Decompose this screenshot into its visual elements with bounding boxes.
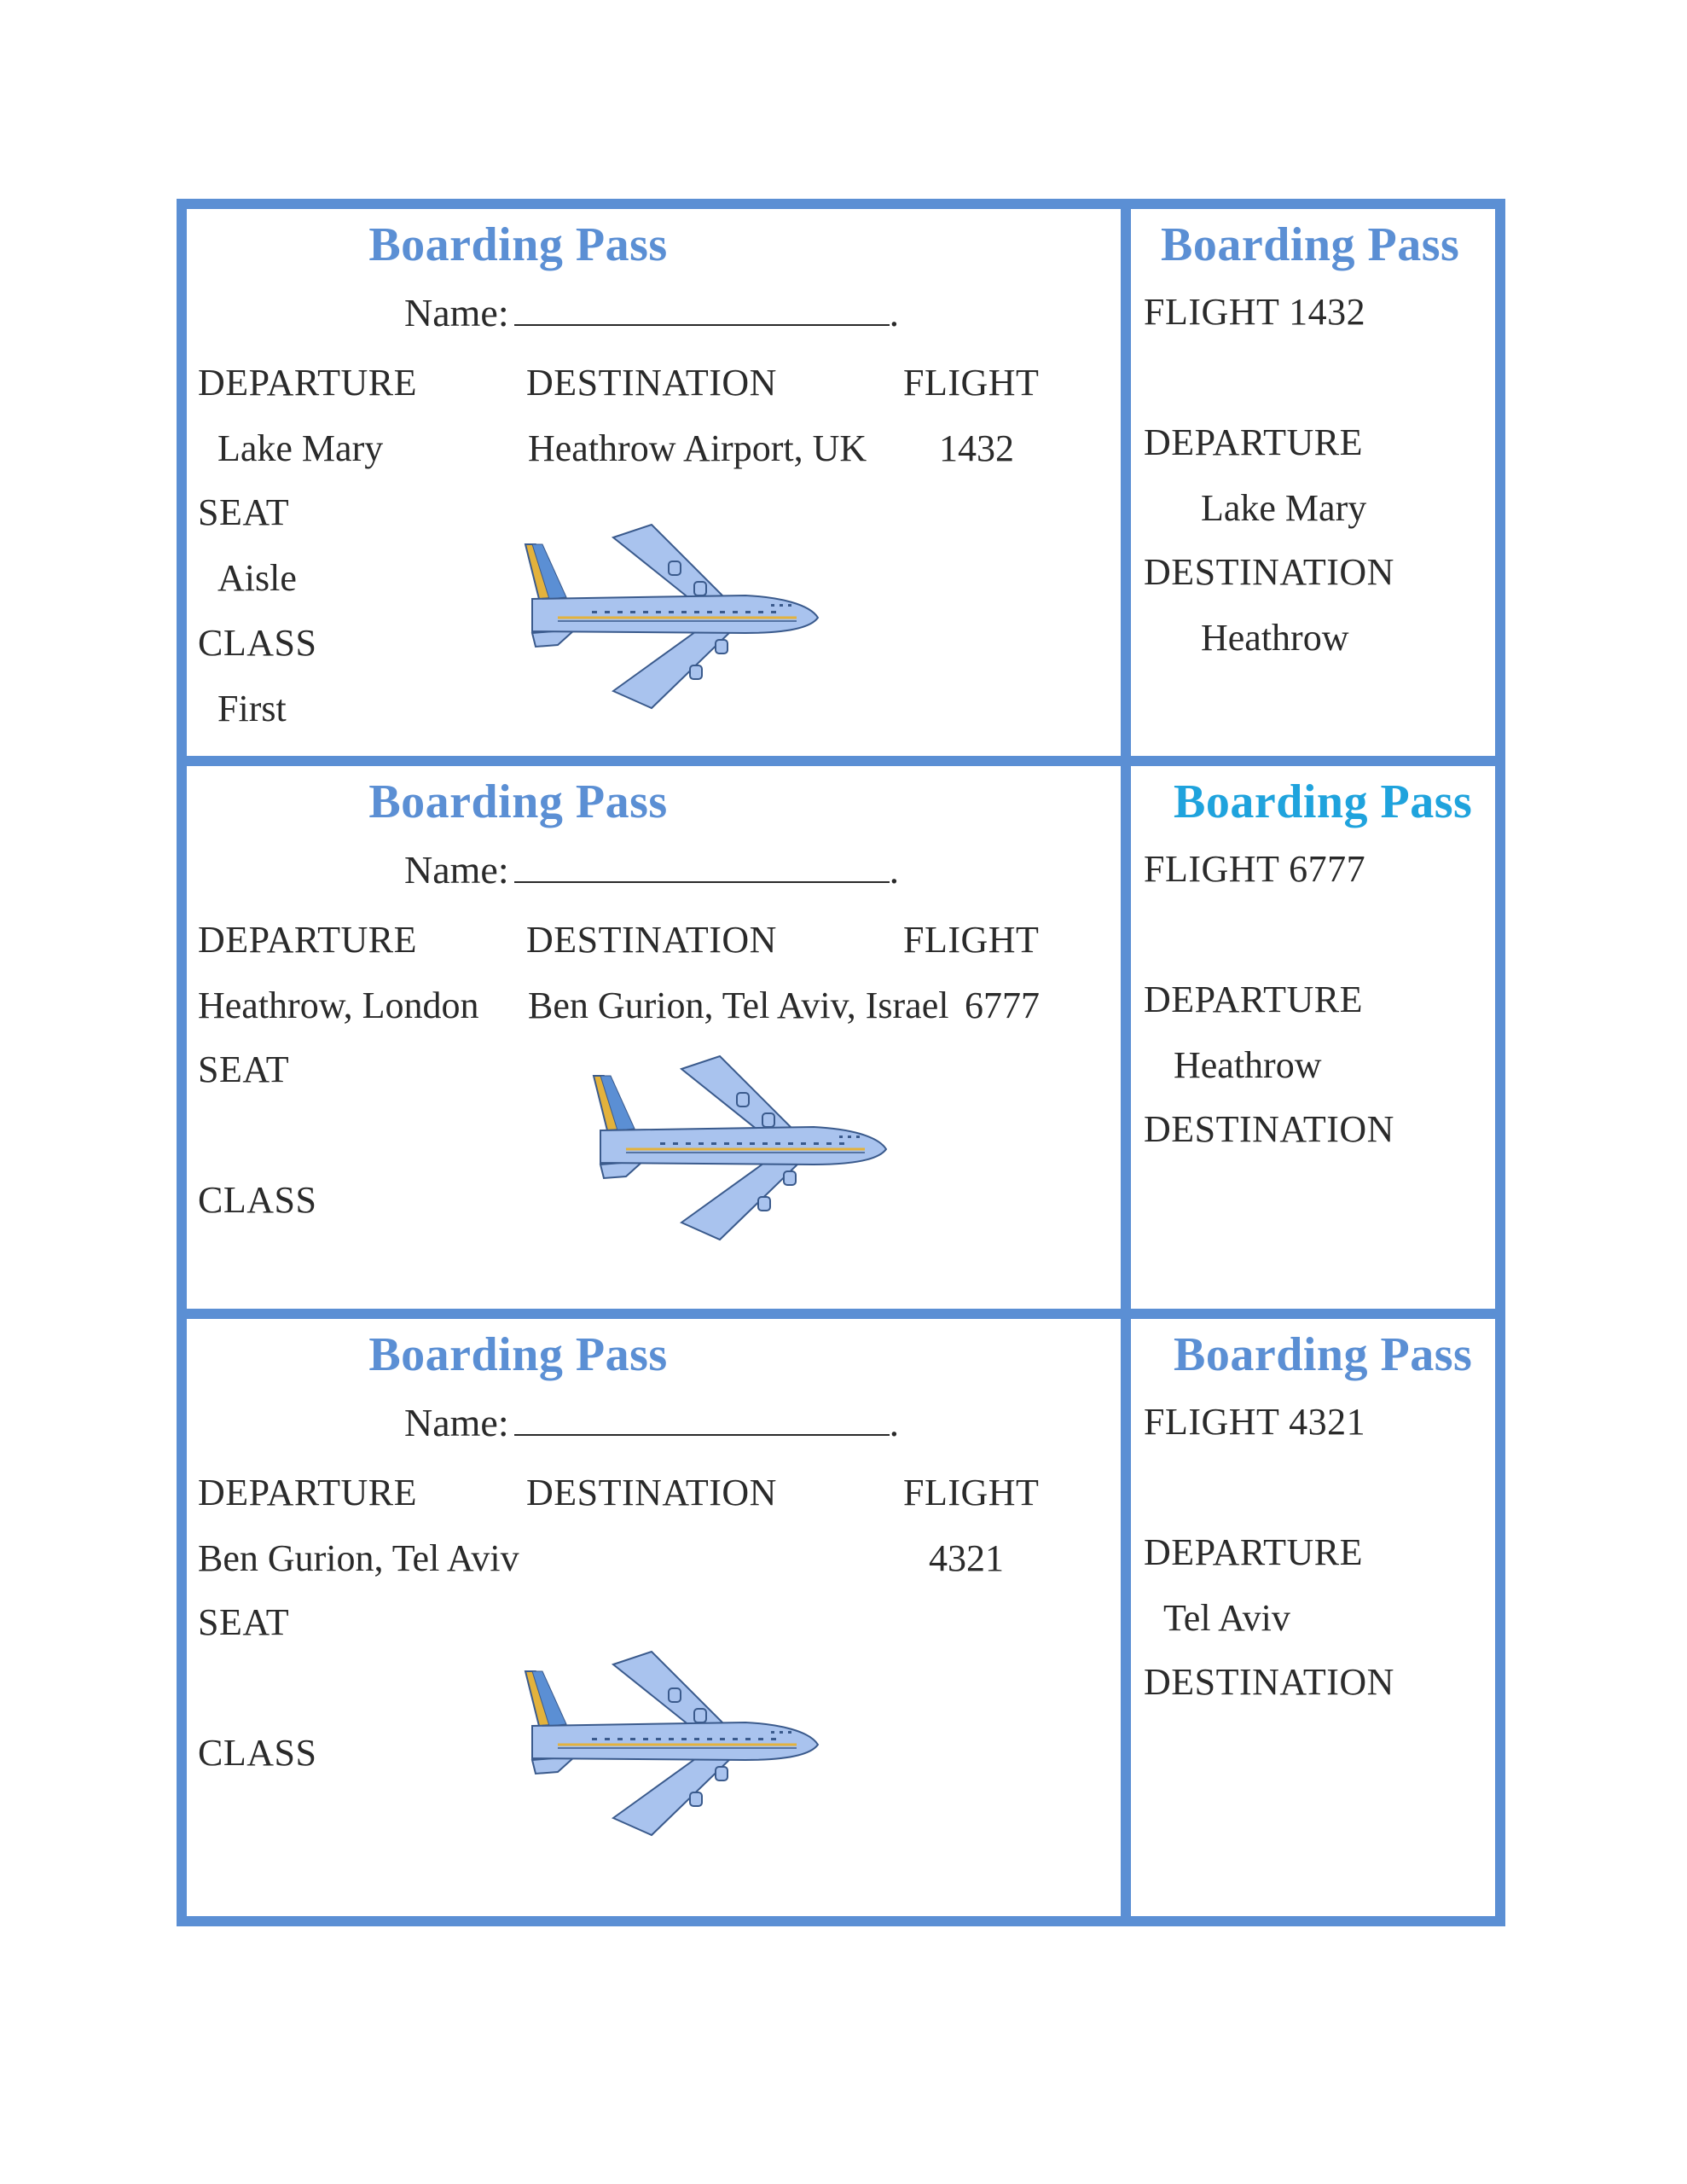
boarding-pass-sheet bbox=[177, 199, 1505, 1926]
boarding-pass-stub bbox=[1131, 209, 1495, 756]
seat-value: Aisle bbox=[217, 557, 297, 599]
boarding-pass-main bbox=[187, 766, 1131, 1309]
pass-title: Boarding Pass bbox=[368, 218, 668, 271]
boarding-pass-stub bbox=[1131, 766, 1495, 1309]
stub-title: Boarding Pass bbox=[1174, 775, 1473, 828]
name-blank-line[interactable] bbox=[514, 1400, 890, 1436]
airplane-icon bbox=[524, 503, 822, 725]
stub-departure-value: Heathrow bbox=[1174, 1044, 1322, 1086]
name-field[interactable] bbox=[404, 847, 899, 892]
flight-label: FLIGHT bbox=[903, 362, 1040, 404]
name-label: Name: bbox=[404, 848, 509, 892]
boarding-pass-row-3 bbox=[187, 1319, 1495, 1916]
boarding-pass-row-2 bbox=[187, 766, 1495, 1319]
airplane-icon-drawing bbox=[594, 1056, 886, 1240]
class-label: CLASS bbox=[198, 622, 317, 664]
flight-label: FLIGHT bbox=[903, 919, 1040, 961]
departure-label: DEPARTURE bbox=[198, 919, 417, 961]
boarding-pass-stub bbox=[1131, 1319, 1495, 1916]
stub-destination-label: DESTINATION bbox=[1144, 1108, 1394, 1150]
name-period: . bbox=[889, 291, 900, 334]
stub-destination-value: Heathrow bbox=[1201, 617, 1349, 659]
destination-label: DESTINATION bbox=[526, 362, 777, 404]
seat-label: SEAT bbox=[198, 491, 290, 533]
flight-label: FLIGHT bbox=[903, 1472, 1040, 1513]
name-label: Name: bbox=[404, 1401, 509, 1444]
stub-departure-value: Tel Aviv bbox=[1163, 1597, 1290, 1639]
seat-label: SEAT bbox=[198, 1048, 290, 1090]
name-period: . bbox=[889, 848, 900, 892]
name-label: Name: bbox=[404, 291, 509, 334]
boarding-pass-main bbox=[187, 1319, 1131, 1916]
departure-value: Lake Mary bbox=[217, 427, 384, 469]
destination-value: Heathrow Airport, UK bbox=[528, 427, 867, 469]
departure-label: DEPARTURE bbox=[198, 362, 417, 404]
stub-flight: FLIGHT 6777 bbox=[1144, 848, 1366, 890]
name-period: . bbox=[889, 1401, 900, 1444]
name-blank-line[interactable] bbox=[514, 847, 890, 883]
airplane-icon-drawing bbox=[525, 1652, 818, 1835]
departure-value: Ben Gurion, Tel Aviv bbox=[198, 1537, 519, 1579]
name-field[interactable] bbox=[404, 1400, 899, 1445]
stub-flight: FLIGHT 1432 bbox=[1144, 291, 1366, 333]
class-label: CLASS bbox=[198, 1732, 317, 1774]
stub-title: Boarding Pass bbox=[1174, 1328, 1473, 1381]
pass-title: Boarding Pass bbox=[368, 1328, 668, 1381]
class-label: CLASS bbox=[198, 1179, 317, 1221]
departure-label: DEPARTURE bbox=[198, 1472, 417, 1513]
airplane-icon bbox=[524, 1630, 822, 1852]
destination-label: DESTINATION bbox=[526, 919, 777, 961]
flight-value: 1432 bbox=[939, 427, 1014, 469]
stub-departure-label: DEPARTURE bbox=[1144, 1531, 1363, 1573]
boarding-pass-main bbox=[187, 209, 1131, 756]
destination-label: DESTINATION bbox=[526, 1472, 777, 1513]
stub-flight: FLIGHT 4321 bbox=[1144, 1401, 1366, 1443]
airplane-icon bbox=[592, 1035, 890, 1257]
name-field[interactable] bbox=[404, 290, 899, 335]
stub-title: Boarding Pass bbox=[1161, 218, 1460, 271]
stub-departure-label: DEPARTURE bbox=[1144, 979, 1363, 1020]
stub-departure-label: DEPARTURE bbox=[1144, 421, 1363, 463]
destination-value: Ben Gurion, Tel Aviv, Israel bbox=[528, 985, 949, 1026]
flight-value: 6777 bbox=[965, 985, 1040, 1026]
class-value: First bbox=[217, 688, 287, 729]
stub-destination-label: DESTINATION bbox=[1144, 1661, 1394, 1703]
flight-value: 4321 bbox=[929, 1537, 1004, 1579]
pass-title: Boarding Pass bbox=[368, 775, 668, 828]
stub-destination-label: DESTINATION bbox=[1144, 551, 1394, 593]
airplane-icon-drawing bbox=[525, 525, 818, 708]
seat-label: SEAT bbox=[198, 1601, 290, 1643]
departure-value: Heathrow, London bbox=[198, 985, 479, 1026]
name-blank-line[interactable] bbox=[514, 290, 890, 326]
stub-departure-value: Lake Mary bbox=[1201, 487, 1367, 529]
boarding-pass-row-1 bbox=[187, 209, 1495, 766]
